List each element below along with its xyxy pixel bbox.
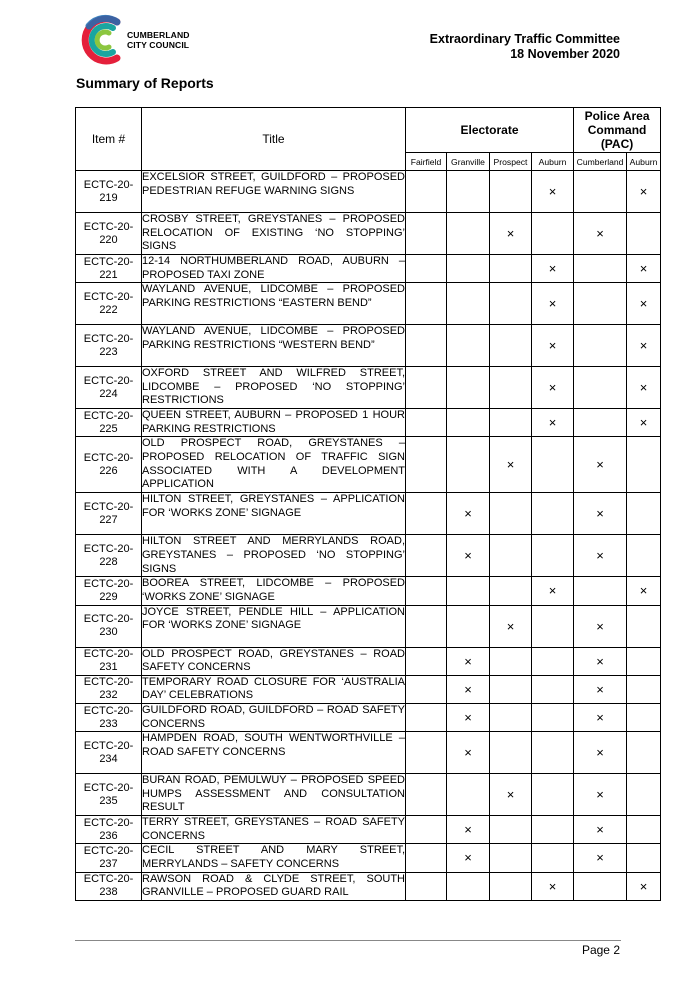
area-mark-cell — [532, 577, 574, 605]
area-mark-cell — [490, 774, 532, 816]
cross-mark-icon: × — [596, 710, 604, 726]
cross-mark-icon: × — [639, 296, 648, 312]
report-item-number: ECTC-20-237 — [76, 844, 142, 872]
cross-mark-icon: × — [506, 787, 515, 803]
area-mark-cell — [406, 675, 447, 703]
area-mark-cell — [532, 255, 574, 283]
area-mark-cell — [447, 367, 490, 409]
area-mark-cell — [532, 675, 574, 703]
column-group-electorate: Electorate — [406, 108, 574, 153]
area-mark-cell — [532, 437, 574, 493]
cross-mark-icon: × — [548, 415, 557, 431]
report-title: TEMPORARY ROAD CLOSURE FOR ‘AUSTRALIA DAY’ CELEBRATIONS — [142, 675, 406, 703]
area-mark-cell — [447, 493, 490, 535]
cross-mark-icon: × — [506, 457, 515, 473]
area-mark-cell — [532, 367, 574, 409]
column-header-auburn-pac: Auburn — [627, 153, 661, 171]
report-title: EXCELSIOR STREET, GUILDFORD – PROPOSED PEDESTRIAN REFUGE WARNING SIGNS — [142, 171, 406, 213]
area-mark-cell — [627, 437, 661, 493]
area-mark-cell — [490, 437, 532, 493]
area-mark-cell — [406, 872, 447, 900]
table-row — [76, 535, 661, 577]
area-mark-cell — [574, 535, 627, 577]
area-mark-cell — [490, 171, 532, 213]
area-mark-cell — [574, 732, 627, 774]
document-header — [430, 32, 620, 62]
report-item-number: ECTC-20-235 — [76, 774, 142, 816]
area-mark-cell — [627, 367, 661, 409]
report-item-number: ECTC-20-230 — [76, 605, 142, 647]
area-mark-cell — [490, 367, 532, 409]
report-item-number: ECTC-20-227 — [76, 493, 142, 535]
area-mark-cell — [447, 171, 490, 213]
area-mark-cell — [532, 535, 574, 577]
report-item-number: ECTC-20-225 — [76, 409, 142, 437]
column-group-pac: Police Area Command (PAC) — [574, 108, 661, 153]
table-row — [76, 816, 661, 844]
area-mark-cell — [406, 437, 447, 493]
area-mark-cell — [406, 577, 447, 605]
table-row — [76, 409, 661, 437]
report-title: QUEEN STREET, AUBURN – PROPOSED 1 HOUR PARKING RESTRICTIONS — [142, 409, 406, 437]
table-row — [76, 703, 661, 731]
cross-mark-icon: × — [548, 296, 557, 312]
cross-mark-icon: × — [596, 822, 604, 838]
area-mark-cell — [627, 171, 661, 213]
area-mark-cell — [574, 283, 627, 325]
area-mark-cell — [490, 675, 532, 703]
report-title: RAWSON ROAD & CLYDE STREET, SOUTH GRANVILLE – PROPOSED GUARD RAIL — [142, 872, 406, 900]
report-title: JOYCE STREET, PENDLE HILL – APPLICATION FOR ‘WORKS ZONE’ SIGNAGE — [142, 605, 406, 647]
cross-mark-icon: × — [639, 184, 648, 199]
cross-mark-icon: × — [464, 850, 472, 866]
cross-mark-icon: × — [639, 583, 648, 599]
meeting-date: 18 November 2020 — [510, 47, 620, 61]
table-row — [76, 437, 661, 493]
area-mark-cell — [532, 816, 574, 844]
table-row — [76, 647, 661, 675]
table-row — [76, 213, 661, 255]
cross-mark-icon: × — [464, 506, 472, 522]
area-mark-cell — [447, 437, 490, 493]
area-mark-cell — [490, 283, 532, 325]
table-row — [76, 171, 661, 213]
report-item-number: ECTC-20-228 — [76, 535, 142, 577]
report-title: OLD PROSPECT ROAD, GREYSTANES – ROAD SAFETY CONCERNS — [142, 647, 406, 675]
area-mark-cell — [627, 872, 661, 900]
cross-mark-icon: × — [464, 710, 472, 726]
cross-mark-icon: × — [464, 681, 472, 697]
report-item-number: ECTC-20-226 — [76, 437, 142, 493]
area-mark-cell — [574, 844, 627, 872]
area-mark-cell — [627, 732, 661, 774]
area-mark-cell — [447, 703, 490, 731]
area-mark-cell — [490, 816, 532, 844]
report-item-number: ECTC-20-222 — [76, 283, 142, 325]
cross-mark-icon: × — [548, 184, 557, 199]
page-number: Page 2 — [581, 943, 620, 957]
area-mark-cell — [627, 816, 661, 844]
report-item-number: ECTC-20-219 — [76, 171, 142, 213]
council-logo — [77, 14, 129, 66]
area-mark-cell — [574, 325, 627, 367]
area-mark-cell — [574, 774, 627, 816]
area-mark-cell — [406, 605, 447, 647]
report-item-number: ECTC-20-236 — [76, 816, 142, 844]
area-mark-cell — [574, 872, 627, 900]
report-title: CECIL STREET AND MARY STREET, MERRYLANDS – SAFETY CONCERNS — [142, 844, 406, 872]
area-mark-cell — [490, 605, 532, 647]
area-mark-cell — [627, 255, 661, 283]
area-mark-cell — [532, 409, 574, 437]
report-item-number: ECTC-20-229 — [76, 577, 142, 605]
area-mark-cell — [490, 409, 532, 437]
area-mark-cell — [627, 703, 661, 731]
cross-mark-icon: × — [596, 787, 604, 803]
cross-mark-icon: × — [639, 261, 648, 277]
cross-mark-icon: × — [506, 226, 515, 241]
column-header-item: Item # — [76, 108, 142, 171]
area-mark-cell — [532, 213, 574, 255]
area-mark-cell — [406, 283, 447, 325]
report-title: BOOREA STREET, LIDCOMBE – PROPOSED ‘WORKS ZONE’ SIGNAGE — [142, 577, 406, 605]
area-mark-cell — [574, 577, 627, 605]
area-mark-cell — [490, 844, 532, 872]
area-mark-cell — [447, 732, 490, 774]
area-mark-cell — [490, 732, 532, 774]
report-item-number: ECTC-20-221 — [76, 255, 142, 283]
area-mark-cell — [447, 255, 490, 283]
area-mark-cell — [627, 605, 661, 647]
cross-mark-icon: × — [548, 583, 557, 599]
area-mark-cell — [574, 255, 627, 283]
report-title: HAMPDEN ROAD, SOUTH WENTWORTHVILLE – ROAD SAFETY CONCERNS — [142, 732, 406, 774]
area-mark-cell — [627, 213, 661, 255]
area-mark-cell — [627, 535, 661, 577]
area-mark-cell — [490, 213, 532, 255]
table-row — [76, 325, 661, 367]
area-mark-cell — [490, 325, 532, 367]
report-item-number: ECTC-20-223 — [76, 325, 142, 367]
table-row — [76, 675, 661, 703]
cross-mark-icon: × — [596, 745, 604, 761]
area-mark-cell — [627, 577, 661, 605]
area-mark-cell — [574, 437, 627, 493]
area-mark-cell — [447, 213, 490, 255]
cross-mark-icon: × — [464, 745, 472, 761]
report-item-number: ECTC-20-232 — [76, 675, 142, 703]
report-title: OXFORD STREET AND WILFRED STREET, LIDCOMBE – PROPOSED ‘NO STOPPING’ RESTRICTIONS — [142, 367, 406, 409]
area-mark-cell — [490, 647, 532, 675]
council-name-line2: CITY COUNCIL — [127, 40, 190, 50]
page-title: Summary of Reports — [76, 75, 214, 91]
table-row — [76, 493, 661, 535]
area-mark-cell — [574, 493, 627, 535]
area-mark-cell — [406, 732, 447, 774]
area-mark-cell — [574, 409, 627, 437]
area-mark-cell — [627, 325, 661, 367]
report-item-number: ECTC-20-234 — [76, 732, 142, 774]
cross-mark-icon: × — [596, 618, 604, 634]
area-mark-cell — [532, 647, 574, 675]
area-mark-cell — [406, 703, 447, 731]
area-mark-cell — [447, 409, 490, 437]
report-title: CROSBY STREET, GREYSTANES – PROPOSED RELOCATION OF EXISTING ‘NO STOPPING’ SIGNS — [142, 213, 406, 255]
cross-mark-icon: × — [639, 415, 648, 431]
area-mark-cell — [490, 872, 532, 900]
area-mark-cell — [574, 367, 627, 409]
report-item-number: ECTC-20-231 — [76, 647, 142, 675]
cross-mark-icon: × — [639, 380, 648, 396]
area-mark-cell — [406, 844, 447, 872]
report-title: WAYLAND AVENUE, LIDCOMBE – PROPOSED PARKING RESTRICTIONS “EASTERN BEND” — [142, 283, 406, 325]
area-mark-cell — [447, 844, 490, 872]
area-mark-cell — [490, 703, 532, 731]
cross-mark-icon: × — [639, 338, 648, 354]
cross-mark-icon: × — [548, 380, 557, 396]
area-mark-cell — [627, 844, 661, 872]
area-mark-cell — [406, 493, 447, 535]
table-row — [76, 605, 661, 647]
area-mark-cell — [574, 171, 627, 213]
cross-mark-icon: × — [596, 850, 604, 866]
area-mark-cell — [490, 535, 532, 577]
cross-mark-icon: × — [596, 681, 604, 697]
cross-mark-icon: × — [596, 506, 604, 522]
area-mark-cell — [447, 816, 490, 844]
area-mark-cell — [574, 703, 627, 731]
area-mark-cell — [574, 647, 627, 675]
council-name-line1: CUMBERLAND — [127, 30, 190, 40]
area-mark-cell — [627, 647, 661, 675]
area-mark-cell — [490, 255, 532, 283]
area-mark-cell — [406, 774, 447, 816]
area-mark-cell — [447, 325, 490, 367]
cross-mark-icon: × — [596, 226, 604, 241]
cross-mark-icon: × — [548, 878, 557, 894]
cross-mark-icon: × — [548, 338, 557, 354]
area-mark-cell — [406, 367, 447, 409]
table-row — [76, 872, 661, 900]
area-mark-cell — [574, 213, 627, 255]
area-mark-cell — [447, 872, 490, 900]
area-mark-cell — [532, 325, 574, 367]
report-title: HILTON STREET AND MERRYLANDS ROAD, GREYSTANES – PROPOSED ‘NO STOPPING’ SIGNS — [142, 535, 406, 577]
council-name — [127, 30, 190, 50]
report-title: GUILDFORD ROAD, GUILDFORD – ROAD SAFETY CONCERNS — [142, 703, 406, 731]
area-mark-cell — [406, 535, 447, 577]
area-mark-cell — [627, 774, 661, 816]
column-header-fairfield: Fairfield — [406, 153, 447, 171]
area-mark-cell — [406, 409, 447, 437]
column-header-granville: Granville — [447, 153, 490, 171]
cross-mark-icon: × — [464, 822, 472, 838]
area-mark-cell — [532, 732, 574, 774]
column-header-prospect: Prospect — [490, 153, 532, 171]
table-row — [76, 577, 661, 605]
area-mark-cell — [532, 703, 574, 731]
table-row — [76, 732, 661, 774]
area-mark-cell — [406, 325, 447, 367]
area-mark-cell — [490, 577, 532, 605]
cross-mark-icon: × — [596, 548, 604, 564]
report-title: WAYLAND AVENUE, LIDCOMBE – PROPOSED PARKING RESTRICTIONS “WESTERN BEND” — [142, 325, 406, 367]
area-mark-cell — [532, 171, 574, 213]
area-mark-cell — [406, 816, 447, 844]
area-mark-cell — [627, 409, 661, 437]
area-mark-cell — [447, 675, 490, 703]
table-row — [76, 774, 661, 816]
report-item-number: ECTC-20-224 — [76, 367, 142, 409]
column-header-title: Title — [142, 108, 406, 171]
area-mark-cell — [532, 493, 574, 535]
table-row — [76, 283, 661, 325]
area-mark-cell — [447, 774, 490, 816]
area-mark-cell — [532, 844, 574, 872]
report-title: 12-14 NORTHUMBERLAND ROAD, AUBURN – PROPOSED TAXI ZONE — [142, 255, 406, 283]
area-mark-cell — [447, 577, 490, 605]
column-header-cumberland: Cumberland — [574, 153, 627, 171]
cross-mark-icon: × — [464, 548, 472, 564]
area-mark-cell — [627, 675, 661, 703]
area-mark-cell — [490, 493, 532, 535]
cross-mark-icon: × — [596, 653, 604, 669]
report-item-number: ECTC-20-238 — [76, 872, 142, 900]
area-mark-cell — [627, 493, 661, 535]
table-row — [76, 255, 661, 283]
footer-divider — [75, 940, 621, 941]
report-title: TERRY STREET, GREYSTANES – ROAD SAFETY CONCERNS — [142, 816, 406, 844]
cross-mark-icon: × — [506, 618, 515, 634]
table-row — [76, 367, 661, 409]
area-mark-cell — [447, 535, 490, 577]
cross-mark-icon: × — [464, 653, 472, 669]
cross-mark-icon: × — [548, 261, 557, 277]
report-title: HILTON STREET, GREYSTANES – APPLICATION FOR ‘WORKS ZONE’ SIGNAGE — [142, 493, 406, 535]
area-mark-cell — [406, 213, 447, 255]
column-header-auburn-electorate: Auburn — [532, 153, 574, 171]
report-title: OLD PROSPECT ROAD, GREYSTANES – PROPOSED RELOCATION OF TRAFFIC SIGN ASSOCIATED WITH A DEVELOPMENT APPLICATION — [142, 437, 406, 493]
area-mark-cell — [406, 171, 447, 213]
report-item-number: ECTC-20-220 — [76, 213, 142, 255]
area-mark-cell — [532, 283, 574, 325]
committee-name: Extraordinary Traffic Committee — [429, 32, 620, 46]
report-item-number: ECTC-20-233 — [76, 703, 142, 731]
area-mark-cell — [627, 283, 661, 325]
area-mark-cell — [574, 816, 627, 844]
cross-mark-icon: × — [639, 878, 648, 894]
cross-mark-icon: × — [596, 457, 604, 473]
area-mark-cell — [406, 255, 447, 283]
area-mark-cell — [406, 647, 447, 675]
area-mark-cell — [447, 605, 490, 647]
area-mark-cell — [447, 283, 490, 325]
area-mark-cell — [574, 675, 627, 703]
report-title: BURAN ROAD, PEMULWUY – PROPOSED SPEED HUMPS ASSESSMENT AND CONSULTATION RESULT — [142, 774, 406, 816]
area-mark-cell — [447, 647, 490, 675]
area-mark-cell — [532, 605, 574, 647]
area-mark-cell — [574, 605, 627, 647]
area-mark-cell — [532, 872, 574, 900]
reports-table — [75, 107, 661, 901]
area-mark-cell — [532, 774, 574, 816]
table-row — [76, 844, 661, 872]
